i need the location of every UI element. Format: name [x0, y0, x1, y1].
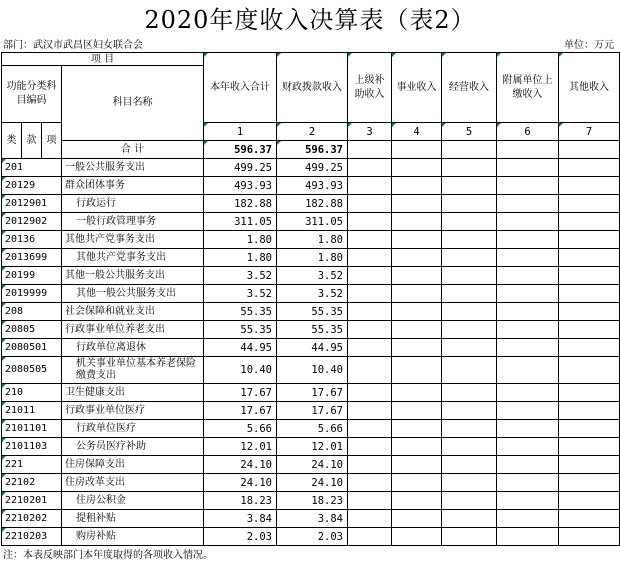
- affiliated-cell: [497, 231, 559, 249]
- superior-cell: [348, 159, 392, 177]
- header-row-1: [2, 53, 620, 66]
- table-row: [2, 249, 620, 267]
- business-cell: [392, 159, 442, 177]
- subject-name-cell: 其他一般公共服务支出: [62, 267, 204, 285]
- affiliated-cell: [497, 195, 559, 213]
- colnum-6: 6: [497, 123, 559, 141]
- function-code-cell: 2101101: [2, 420, 62, 438]
- table-row: [2, 492, 620, 510]
- total-label: 合 计: [62, 141, 204, 159]
- affiliated-cell: [497, 249, 559, 267]
- affiliated-cell: [497, 159, 559, 177]
- business-cell: [392, 357, 442, 384]
- superior-cell: [348, 285, 392, 303]
- table-row: [2, 339, 620, 357]
- operation-cell: [442, 303, 497, 321]
- affiliated-cell: [497, 528, 559, 546]
- table-row: [2, 177, 620, 195]
- subject-name-cell: 行政事业单位医疗: [62, 402, 204, 420]
- income-total-cell: 10.40: [204, 357, 277, 384]
- operation-cell: [442, 321, 497, 339]
- affiliated-cell: [497, 510, 559, 528]
- operation-cell: [442, 231, 497, 249]
- other-cell: [559, 384, 620, 402]
- table-row: [2, 528, 620, 546]
- other-cell: [559, 303, 620, 321]
- other-header: 其他收入: [559, 53, 620, 123]
- fiscal-cell: 55.35: [277, 303, 348, 321]
- table-row: [2, 267, 620, 285]
- table-row: [2, 510, 620, 528]
- subject-name-cell: 购房补贴: [62, 528, 204, 546]
- business-cell: [392, 249, 442, 267]
- unit-label: 单位：万元: [564, 40, 614, 51]
- other-cell: [559, 420, 620, 438]
- superior-cell: [348, 510, 392, 528]
- other-cell: [559, 231, 620, 249]
- income-total-cell: 3.52: [204, 267, 277, 285]
- department-label: 部门：武汉市武昌区妇女联合会: [3, 40, 143, 51]
- fiscal-cell: 5.66: [277, 420, 348, 438]
- fiscal-cell: 2.03: [277, 528, 348, 546]
- income-total-cell: 44.95: [204, 339, 277, 357]
- function-code-cell: 2012902: [2, 213, 62, 231]
- superior-cell: [348, 267, 392, 285]
- income-total-cell: 311.05: [204, 213, 277, 231]
- business-cell: [392, 321, 442, 339]
- superior-cell: [348, 177, 392, 195]
- subject-name-cell: 群众团体事务: [62, 177, 204, 195]
- function-code-cell: 2080505: [2, 357, 62, 384]
- affiliated-cell: [497, 456, 559, 474]
- income-total-cell: 18.23: [204, 492, 277, 510]
- total-row: [2, 141, 620, 159]
- business-cell: [392, 213, 442, 231]
- operation-cell: [442, 357, 497, 384]
- affiliated-cell: [497, 474, 559, 492]
- operation-cell: [442, 195, 497, 213]
- superior-header: 上级补助收入: [348, 53, 392, 123]
- superior-cell: [348, 492, 392, 510]
- total-fiscal: 596.37: [277, 141, 348, 159]
- affiliated-cell: [497, 303, 559, 321]
- lei-header: 类: [2, 123, 22, 159]
- operation-cell: [442, 213, 497, 231]
- table-row: [2, 357, 620, 384]
- income-total-cell: 55.35: [204, 303, 277, 321]
- affiliated-cell: [497, 267, 559, 285]
- superior-cell: [348, 195, 392, 213]
- subject-name-cell: 行政运行: [62, 195, 204, 213]
- business-cell: [392, 402, 442, 420]
- income-total-cell: 12.01: [204, 438, 277, 456]
- function-code-cell: 2101103: [2, 438, 62, 456]
- superior-cell: [348, 438, 392, 456]
- fiscal-cell: 10.40: [277, 357, 348, 384]
- function-code-cell: 210: [2, 384, 62, 402]
- other-cell: [559, 357, 620, 384]
- other-cell: [559, 438, 620, 456]
- business-cell: [392, 384, 442, 402]
- income-total-cell: 493.93: [204, 177, 277, 195]
- fiscal-cell: 3.52: [277, 285, 348, 303]
- table-row: [2, 474, 620, 492]
- affiliated-cell: [497, 285, 559, 303]
- xiang-header: 项: [42, 123, 62, 159]
- operation-cell: [442, 474, 497, 492]
- fiscal-cell: 311.05: [277, 213, 348, 231]
- income-total-cell: 24.10: [204, 474, 277, 492]
- affiliated-cell: [497, 177, 559, 195]
- function-code-cell: 2013699: [2, 249, 62, 267]
- business-cell: [392, 303, 442, 321]
- table-row: [2, 285, 620, 303]
- fiscal-cell: 44.95: [277, 339, 348, 357]
- income-table: [1, 52, 620, 546]
- superior-cell: [348, 321, 392, 339]
- subject-name-cell: 行政单位离退休: [62, 339, 204, 357]
- subject-name-cell: 社会保障和就业支出: [62, 303, 204, 321]
- income-total-cell: 3.84: [204, 510, 277, 528]
- function-code-cell: 201: [2, 159, 62, 177]
- table-row: [2, 213, 620, 231]
- superior-cell: [348, 357, 392, 384]
- other-cell: [559, 321, 620, 339]
- function-code-cell: 2210201: [2, 492, 62, 510]
- other-cell: [559, 285, 620, 303]
- subject-name-cell: 行政单位医疗: [62, 420, 204, 438]
- superior-cell: [348, 303, 392, 321]
- business-cell: [392, 285, 442, 303]
- function-code-cell: 221: [2, 456, 62, 474]
- superior-cell: [348, 528, 392, 546]
- function-code-cell: 20199: [2, 267, 62, 285]
- superior-cell: [348, 249, 392, 267]
- superior-cell: [348, 420, 392, 438]
- fiscal-cell: 55.35: [277, 321, 348, 339]
- operation-cell: [442, 528, 497, 546]
- affiliated-header: 附属单位上缴收入: [497, 53, 559, 123]
- colnum-4: 4: [392, 123, 442, 141]
- table-row: [2, 195, 620, 213]
- operation-cell: [442, 492, 497, 510]
- subject-name-cell: 行政事业单位养老支出: [62, 321, 204, 339]
- table-row: [2, 420, 620, 438]
- other-cell: [559, 177, 620, 195]
- business-cell: [392, 420, 442, 438]
- table-row: [2, 159, 620, 177]
- income-total-cell: 17.67: [204, 402, 277, 420]
- footnote: 注：本表反映部门本年度取得的各项收入情况。: [3, 550, 213, 561]
- function-code-cell: 20136: [2, 231, 62, 249]
- other-cell: [559, 339, 620, 357]
- subject-name-cell: 其他共产党事务支出: [62, 249, 204, 267]
- subject-name-cell: 其他一般公共服务支出: [62, 285, 204, 303]
- business-cell: [392, 195, 442, 213]
- income-total-cell: 17.67: [204, 384, 277, 402]
- operation-cell: [442, 384, 497, 402]
- fiscal-cell: 182.88: [277, 195, 348, 213]
- table-row: [2, 303, 620, 321]
- affiliated-cell: [497, 492, 559, 510]
- colnum-7: 7: [559, 123, 620, 141]
- other-cell: [559, 402, 620, 420]
- function-code-cell: 208: [2, 303, 62, 321]
- income-total-cell: 182.88: [204, 195, 277, 213]
- operation-cell: [442, 285, 497, 303]
- income-total-cell: 1.80: [204, 231, 277, 249]
- operation-cell: [442, 420, 497, 438]
- operation-cell: [442, 339, 497, 357]
- operation-cell: [442, 438, 497, 456]
- table-row: [2, 321, 620, 339]
- subject-name-cell: 公务员医疗补助: [62, 438, 204, 456]
- affiliated-cell: [497, 420, 559, 438]
- function-code-cell: 2080501: [2, 339, 62, 357]
- income-total-cell: 3.52: [204, 285, 277, 303]
- operation-header: 经营收入: [442, 53, 497, 123]
- fiscal-cell: 17.67: [277, 402, 348, 420]
- fiscal-cell: 493.93: [277, 177, 348, 195]
- superior-cell: [348, 231, 392, 249]
- total-superior: [348, 141, 392, 159]
- affiliated-cell: [497, 384, 559, 402]
- business-cell: [392, 510, 442, 528]
- function-code-cell: 20805: [2, 321, 62, 339]
- business-cell: [392, 339, 442, 357]
- fiscal-cell: 18.23: [277, 492, 348, 510]
- fiscal-cell: 24.10: [277, 474, 348, 492]
- function-code-cell: 20129: [2, 177, 62, 195]
- income-total-cell: 24.10: [204, 456, 277, 474]
- other-cell: [559, 249, 620, 267]
- subject-name-cell: 提租补贴: [62, 510, 204, 528]
- other-cell: [559, 195, 620, 213]
- total-operation: [442, 141, 497, 159]
- colnum-3: 3: [348, 123, 392, 141]
- subject-name-cell: 住房保障支出: [62, 456, 204, 474]
- colnum-5: 5: [442, 123, 497, 141]
- total-affiliated: [497, 141, 559, 159]
- business-cell: [392, 528, 442, 546]
- table-row: [2, 402, 620, 420]
- subject-name-cell: 一般公共服务支出: [62, 159, 204, 177]
- subject-name-cell: 机关事业单位基本养老保险缴费支出: [62, 357, 204, 384]
- other-cell: [559, 474, 620, 492]
- subject-name-header: 科目名称: [62, 66, 204, 141]
- fiscal-cell: 499.25: [277, 159, 348, 177]
- fiscal-cell: 1.80: [277, 249, 348, 267]
- affiliated-cell: [497, 213, 559, 231]
- income-total-cell: 5.66: [204, 420, 277, 438]
- operation-cell: [442, 456, 497, 474]
- operation-cell: [442, 267, 497, 285]
- affiliated-cell: [497, 438, 559, 456]
- project-header: 项 目: [2, 53, 204, 66]
- business-cell: [392, 267, 442, 285]
- income-total-header: 本年收入合计: [204, 53, 277, 123]
- table-row: [2, 456, 620, 474]
- business-cell: [392, 438, 442, 456]
- fiscal-cell: 3.52: [277, 267, 348, 285]
- function-code-cell: 2210202: [2, 510, 62, 528]
- function-code-cell: 2012901: [2, 195, 62, 213]
- fiscal-cell: 3.84: [277, 510, 348, 528]
- function-code-cell: 2210203: [2, 528, 62, 546]
- superior-cell: [348, 474, 392, 492]
- function-code-header: 功能分类科目编码: [2, 66, 62, 123]
- table-row: [2, 438, 620, 456]
- superior-cell: [348, 402, 392, 420]
- income-total-cell: 55.35: [204, 321, 277, 339]
- business-cell: [392, 456, 442, 474]
- other-cell: [559, 492, 620, 510]
- other-cell: [559, 456, 620, 474]
- subject-name-cell: 住房公积金: [62, 492, 204, 510]
- operation-cell: [442, 402, 497, 420]
- business-header: 事业收入: [392, 53, 442, 123]
- subject-name-cell: 其他共产党事务支出: [62, 231, 204, 249]
- other-cell: [559, 267, 620, 285]
- operation-cell: [442, 249, 497, 267]
- other-cell: [559, 510, 620, 528]
- function-code-cell: 22102: [2, 474, 62, 492]
- table-row: [2, 384, 620, 402]
- other-cell: [559, 159, 620, 177]
- total-other: [559, 141, 620, 159]
- business-cell: [392, 177, 442, 195]
- affiliated-cell: [497, 402, 559, 420]
- other-cell: [559, 528, 620, 546]
- other-cell: [559, 213, 620, 231]
- colnum-1: 1: [204, 123, 277, 141]
- business-cell: [392, 231, 442, 249]
- function-code-cell: 2019999: [2, 285, 62, 303]
- fiscal-header: 财政拨款收入: [277, 53, 348, 123]
- function-code-cell: 21011: [2, 402, 62, 420]
- subject-name-cell: 卫生健康支出: [62, 384, 204, 402]
- affiliated-cell: [497, 321, 559, 339]
- subject-name-cell: 住房改革支出: [62, 474, 204, 492]
- fiscal-cell: 1.80: [277, 231, 348, 249]
- colnum-2: 2: [277, 123, 348, 141]
- table-row: [2, 231, 620, 249]
- fiscal-cell: 17.67: [277, 384, 348, 402]
- superior-cell: [348, 213, 392, 231]
- income-total-cell: 1.80: [204, 249, 277, 267]
- kuan-header: 款: [22, 123, 42, 159]
- business-cell: [392, 474, 442, 492]
- total-income: 596.37: [204, 141, 277, 159]
- superior-cell: [348, 339, 392, 357]
- fiscal-cell: 12.01: [277, 438, 348, 456]
- superior-cell: [348, 384, 392, 402]
- operation-cell: [442, 510, 497, 528]
- affiliated-cell: [497, 339, 559, 357]
- report-title: 2020年度收入决算表（表2）: [144, 6, 476, 34]
- total-business: [392, 141, 442, 159]
- income-total-cell: 499.25: [204, 159, 277, 177]
- operation-cell: [442, 177, 497, 195]
- operation-cell: [442, 159, 497, 177]
- subject-name-cell: 一般行政管理事务: [62, 213, 204, 231]
- superior-cell: [348, 456, 392, 474]
- fiscal-cell: 24.10: [277, 456, 348, 474]
- income-total-cell: 2.03: [204, 528, 277, 546]
- affiliated-cell: [497, 357, 559, 384]
- business-cell: [392, 492, 442, 510]
